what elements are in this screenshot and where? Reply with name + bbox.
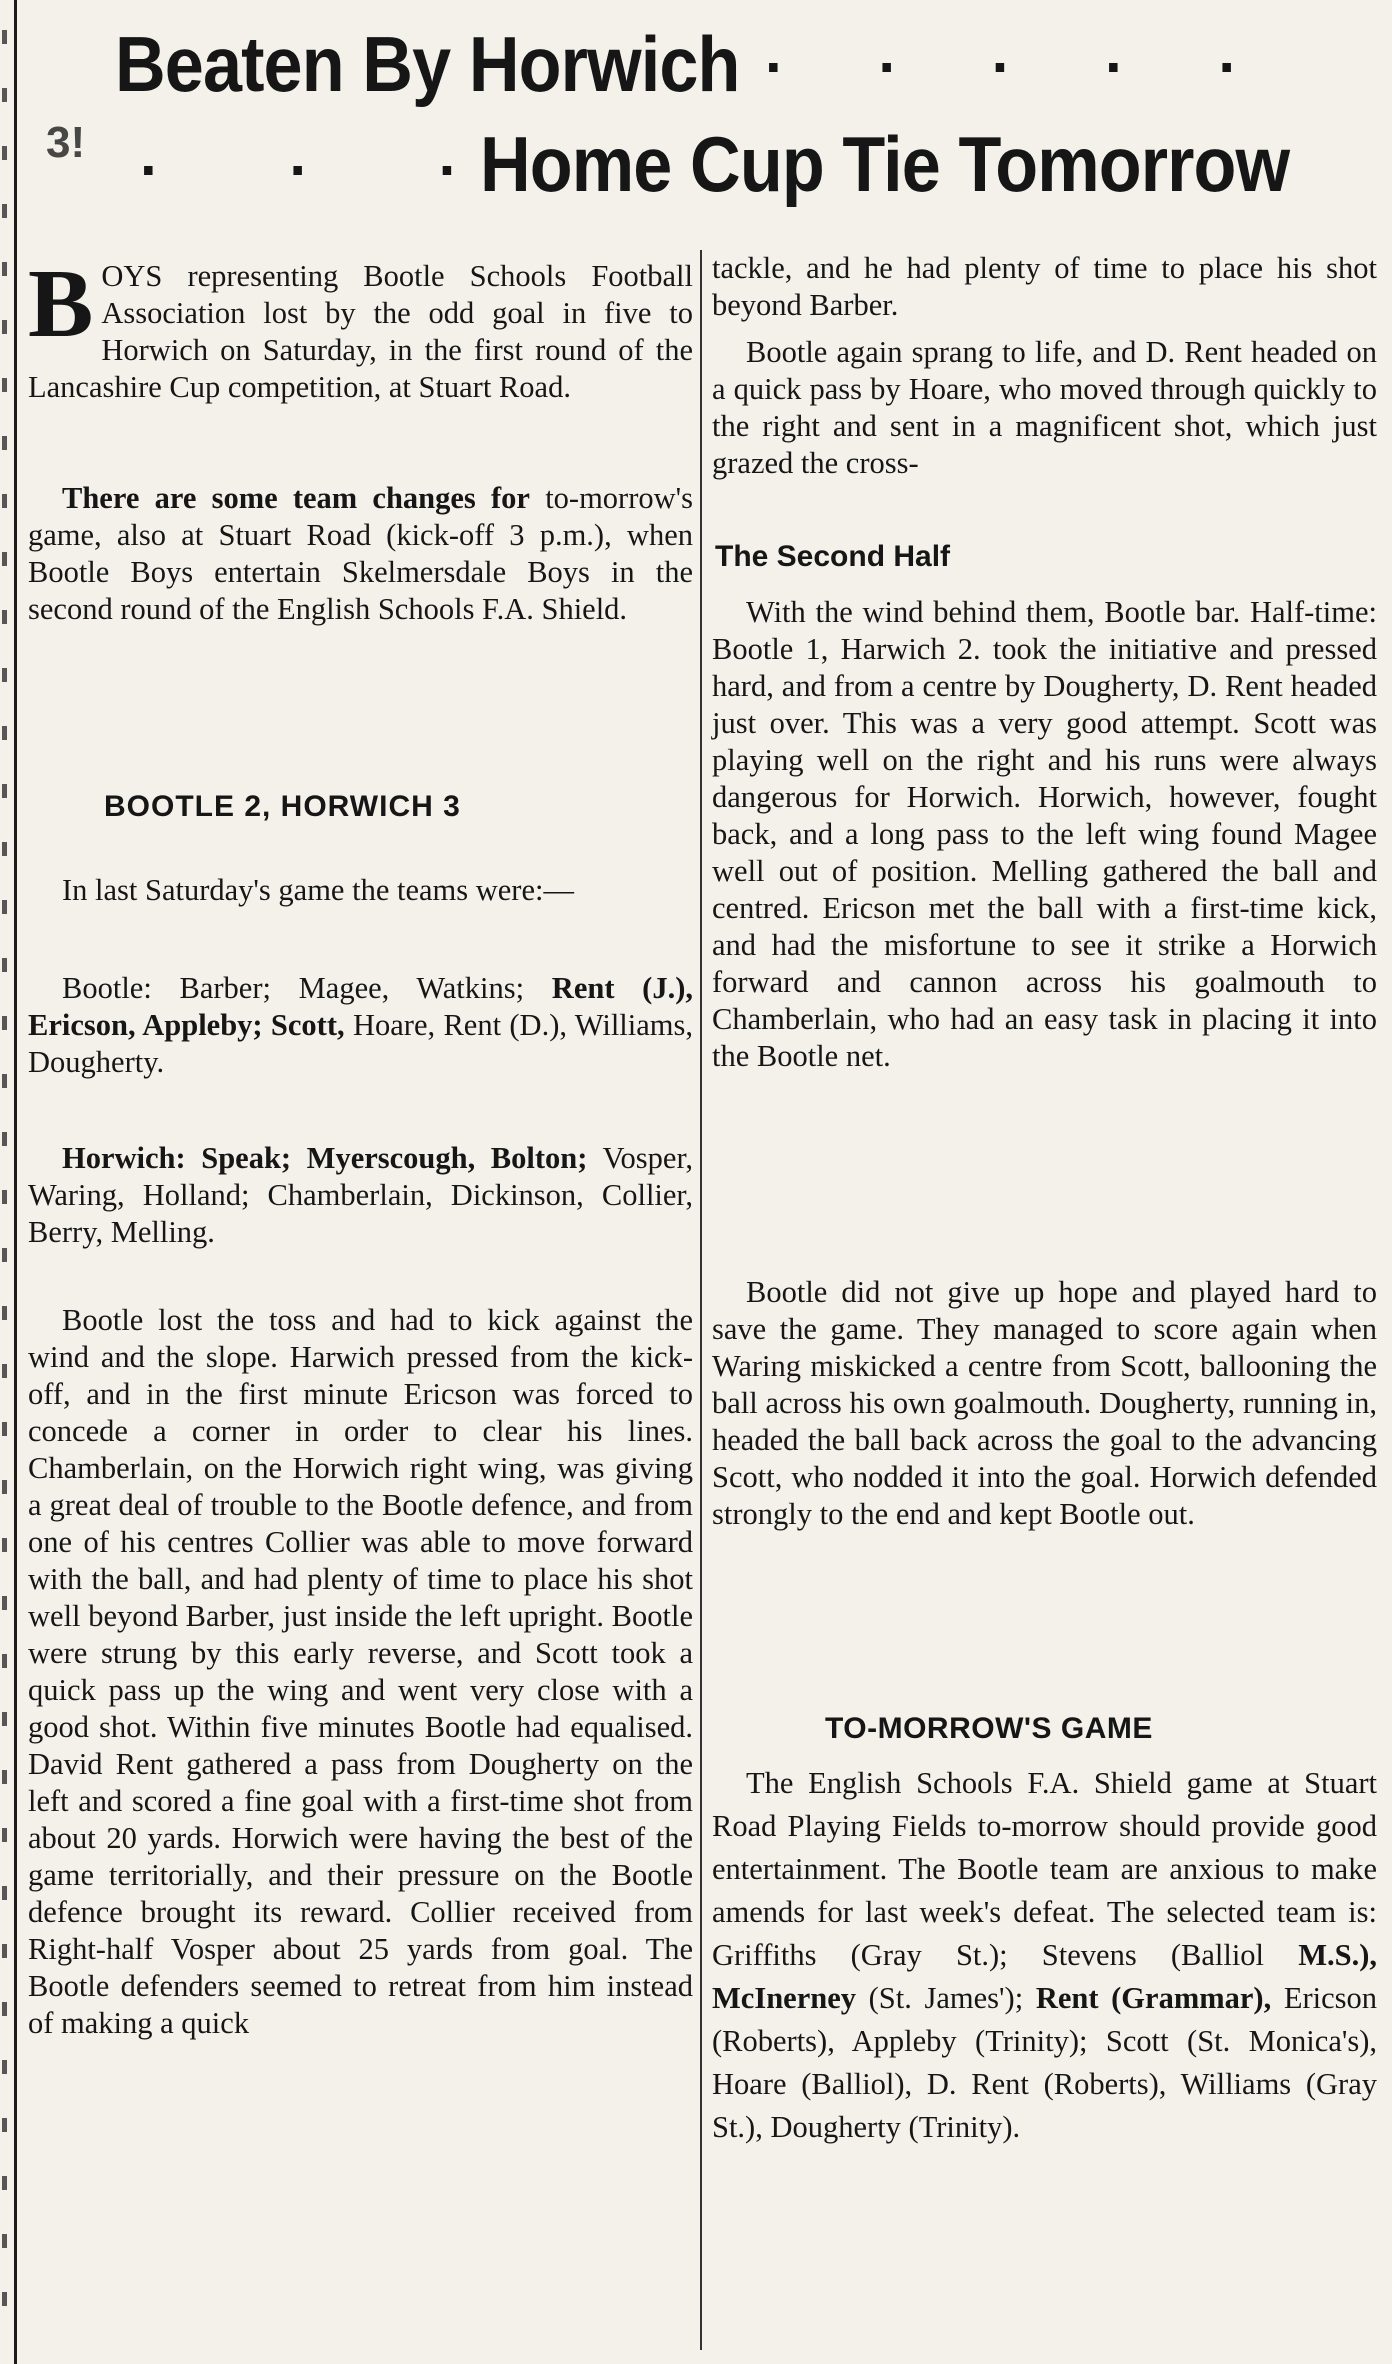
tomorrow-game-text: The English Schools F.A. Shield game at Stuart Road Playing Fields to-morrow should provide good entertainment. The Bootle team are anxious to make amends for last week's defeat. The selected team is: Griffiths (Gray St.); Stevens (Balliol [712, 1766, 1377, 1972]
drop-cap: B [28, 250, 94, 358]
headline-line-1: Beaten By Horwich [115, 20, 740, 108]
second-half-paragraph: With the wind behind them, Bootle bar. Half-time: Bootle 1, Harwich 2. took the initiative and pressed hard, and from a centre by Dougherty, D. Rent headed just over. This was a very good attempt. Scott was playing well on the right and his runs were always dangerous for Horwich. Horwich, however, fought back, and a long pass to the left wing found Magee well out of position. Melling gathered the ball and centred. Ericson met the ball with a first-time kick, and had the misfortune to see it strike a Horwich forward and cannon across his goalmouth to Chamberlain, who had an easy task in placing it into the Bootle net. [712, 595, 1377, 1073]
team-changes-lead: There are some team changes for [62, 481, 530, 515]
intro-text: OYS representing Bootle Schools Football Association lost by the odd goal in five to Horwich on Saturday, in the first round of the Lancashire Cup competition, at Stuart Road. [28, 259, 693, 404]
left-perforation [2, 30, 7, 2330]
teams-intro-paragraph: In last Saturday's game the teams were:— [62, 873, 574, 907]
bootle-rally-paragraph: Bootle again sprang to life, and D. Rent headed on a quick pass by Hoare, who moved through quickly to the right and sent in a magnificent shot, which just grazed the cross- [712, 335, 1377, 480]
horwich-lineup-paragraph [28, 1140, 693, 1251]
team-end: Ericson (Roberts), Appleby (Trinity); Scott (St. Monica's), Hoare (Balliol), D. Rent (Roberts), Williams (Gray St.), Dougherty (Trinity). [712, 1981, 1378, 2144]
team-changes-text: to-morrow's game, also at Stuart Road (kick-off 3 p.m.), when Bootle Boys entertain Skelmersdale Boys in the second round of the English Schools F.A. Shield. [28, 481, 693, 626]
team-mid: (St. James'); [868, 1981, 1024, 2015]
continued-paragraph: tackle, and he had plenty of time to place his shot beyond Barber. [712, 251, 1377, 322]
bootle-lineup-start: Bootle: Barber; Magee, Watkins; [62, 971, 525, 1005]
tomorrow-game-paragraph [712, 1762, 1377, 2149]
bootle-lineup-paragraph [28, 970, 693, 1081]
late-goal-paragraph: Bootle did not give up hope and played hard to save the game. They managed to score again when Waring miskicked a centre from Scott, ballooning the ball across his own goalmouth. Dougherty, running in, headed the ball back across the goal to the advancing Scott, who nodded it into the goal. Horwich defended strongly to the end and kept Bootle out. [712, 1275, 1377, 1531]
section-heading-second-half: The Second Half [715, 540, 951, 573]
team-changes-paragraph [28, 480, 693, 628]
match-report-paragraph: Bootle lost the toss and had to kick against the wind and the slope. Harwich pressed from the kick-off, and in the first minute Ericson was forced to concede a corner in order to clear his lines. Chamberlain, on the Horwich right wing, was giving a great deal of trouble to the Bootle defence, and from one of his centres Collier was able to move forward with the ball, and had plenty of time to place his shot well beyond Barber, just inside the left upright. Bootle were strung by this early reverse, and Scott took a quick pass up the wing and went very close with a good shot. Within five minutes Bootle had equalised. David Rent gathered a pass from Dougherty on the left and scored a fine goal with a first-time shot from about 20 yards. Horwich were having the best of the game territorially, and their pressure on the Bootle defence brought its reward. Collier received from Right-half Vosper about 25 yards from goal. The Bootle defenders seemed to retreat from him instead of making a quick [28, 1303, 693, 2040]
headline-dots-1: . . . . . [765, 18, 1276, 85]
headline-line-2: Home Cup Tie Tomorrow [480, 120, 1290, 208]
section-heading-tomorrow: TO-MORROW'S GAME [825, 1712, 1153, 1745]
column-divider [700, 250, 702, 2350]
bootle-lineup-bold: Rent (J.), Ericson, Appleby; Scott, [28, 971, 693, 1042]
left-rule [14, 0, 17, 2364]
horwich-lineup-rest: Vosper, Waring, Holland; Chamberlain, Dickinson, Collier, Berry, Melling. [28, 1141, 693, 1249]
team-bold-a: M.S.), McInerney [712, 1938, 1378, 2015]
horwich-lineup-bold: Horwich: Speak; Myerscough, Bolton; [62, 1141, 588, 1175]
intro-paragraph [28, 250, 693, 406]
team-bold-b: Rent (Grammar), [1035, 1981, 1272, 2015]
bootle-lineup-end: Hoare, Rent (D.), Williams, Dougherty. [28, 1008, 693, 1079]
section-heading-result: BOOTLE 2, HORWICH 3 [104, 790, 461, 823]
stray-mark: 3! [46, 118, 86, 167]
headline-dots-2: . . . [140, 121, 514, 188]
